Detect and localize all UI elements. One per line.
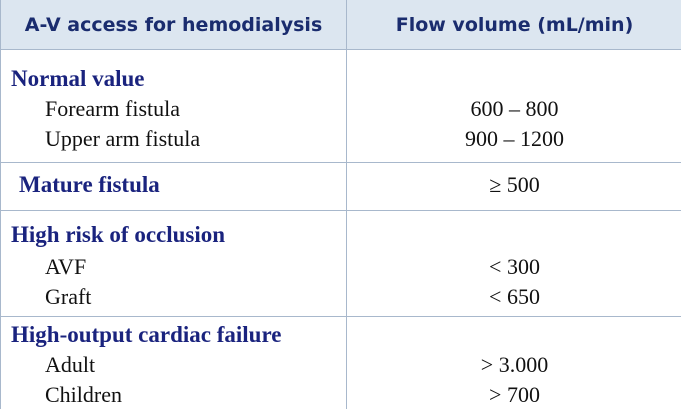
- row-divider: [1, 316, 681, 317]
- row-label-upper-arm-fistula: Upper arm fistula: [45, 126, 201, 151]
- row-divider: [1, 210, 681, 211]
- row-value-forearm-fistula: 600 – 800: [470, 96, 559, 121]
- row-label-forearm-fistula: Forearm fistula: [45, 96, 181, 121]
- row-value-graft: < 650: [489, 284, 540, 309]
- row-label-adult: Adult: [45, 352, 96, 377]
- row-value-adult: > 3.000: [480, 352, 549, 377]
- row-label-graft: Graft: [45, 284, 92, 309]
- row-value-mature-fistula: ≥ 500: [489, 172, 540, 197]
- row-value-upper-arm-fistula: 900 – 1200: [465, 126, 564, 151]
- table-header: [1, 0, 681, 50]
- row-divider: [1, 162, 681, 163]
- group-title-cardiac-failure: High-output cardiac failure: [11, 322, 282, 347]
- group-title-mature-fistula: Mature fistula: [19, 172, 160, 197]
- row-value-avf: < 300: [489, 254, 540, 279]
- row-label-children: Children: [45, 382, 122, 407]
- group-title-normal-value: Normal value: [11, 66, 145, 91]
- row-label-avf: AVF: [45, 254, 87, 279]
- group-title-high-risk-occlusion: High risk of occlusion: [11, 222, 226, 247]
- header-access-type: A-V access for hemodialysis: [24, 14, 323, 36]
- column-divider: [346, 0, 347, 409]
- header-flow-volume: Flow volume (mL/min): [395, 14, 634, 36]
- row-value-children: > 700: [489, 382, 540, 407]
